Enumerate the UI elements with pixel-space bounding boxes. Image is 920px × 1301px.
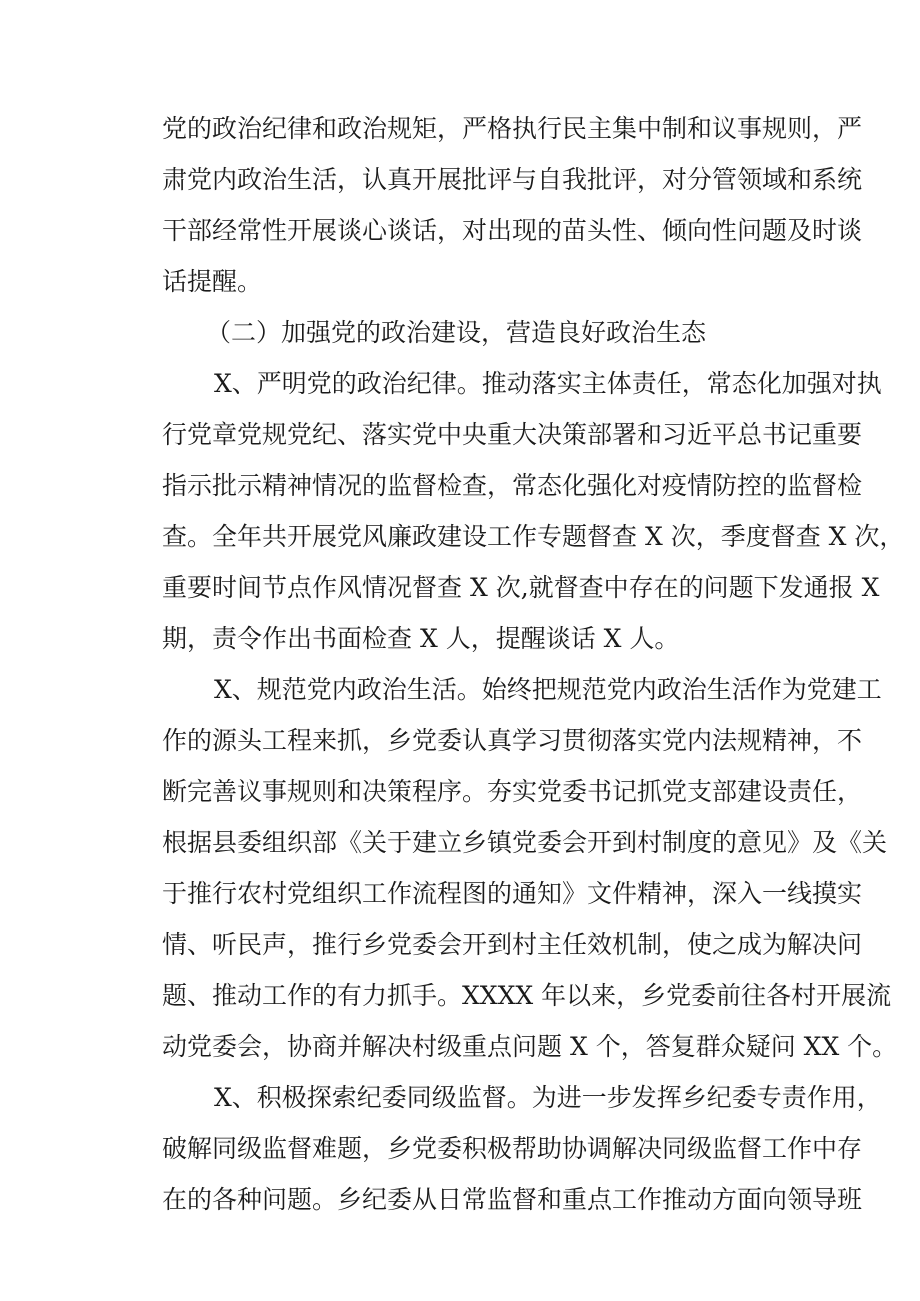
text-line: 干部经常性开展谈心谈话，对出现的苗头性、倾向性问题及时谈 — [162, 216, 863, 245]
section-heading: （二）加强党的政治建设，营造良好政治生态 — [206, 318, 707, 347]
text-line: 作的源头工程来抓，乡党委认真学习贯彻落实党内法规精神，不 — [162, 726, 863, 755]
text-line: 行党章党规党纪、落实党中央重大决策部署和习近平总书记重要 — [162, 420, 863, 449]
text-line: 话提醒。 — [162, 267, 263, 296]
text-line: 动党委会，协商并解决村级重点问题 X 个，答复群众疑问 XX 个。 — [162, 1032, 898, 1061]
text-line: X、规范党内政治生活。始终把规范党内政治生活作为党建工 — [214, 675, 882, 704]
text-line: 情、听民声，推行乡党委会开到村主任效机制，使之成为解决问 — [162, 930, 863, 959]
text-line: 题、推动工作的有力抓手。XXXX 年以来，乡党委前往各村开展流 — [162, 981, 892, 1010]
text-line: 党的政治纪律和政治规矩，严格执行民主集中制和议事规则，严 — [162, 114, 863, 143]
text-line: 重要时间节点作风情况督查 X 次,就督查中存在的问题下发通报 X — [162, 573, 880, 602]
text-line: 破解同级监督难题，乡党委积极帮助协调解决同级监督工作中存 — [162, 1134, 863, 1163]
text-line: X、积极探索纪委同级监督。为进一步发挥乡纪委专责作用， — [214, 1083, 882, 1112]
text-line: 期，责令作出书面检查 X 人，提醒谈话 X 人。 — [162, 624, 680, 653]
text-line: 根据县委组织部《关于建立乡镇党委会开到村制度的意见》及《关 — [162, 828, 888, 857]
text-line: 断完善议事规则和决策程序。夯实党委书记抓党支部建设责任， — [162, 777, 863, 806]
text-line: 查。全年共开展党风廉政建设工作专题督查 X 次，季度督查 X 次， — [162, 522, 905, 551]
text-line: 于推行农村党组织工作流程图的通知》文件精神，深入一线摸实 — [162, 879, 863, 908]
text-line: 肃党内政治生活，认真开展批评与自我批评，对分管领域和系统 — [162, 165, 863, 194]
text-line: X、严明党的政治纪律。推动落实主体责任，常态化加强对执 — [214, 369, 882, 398]
text-line: 指示批示精神情况的监督检查，常态化强化对疫情防控的监督检 — [162, 471, 863, 500]
text-line: 在的各种问题。乡纪委从日常监督和重点工作推动方面向领导班 — [162, 1185, 863, 1214]
